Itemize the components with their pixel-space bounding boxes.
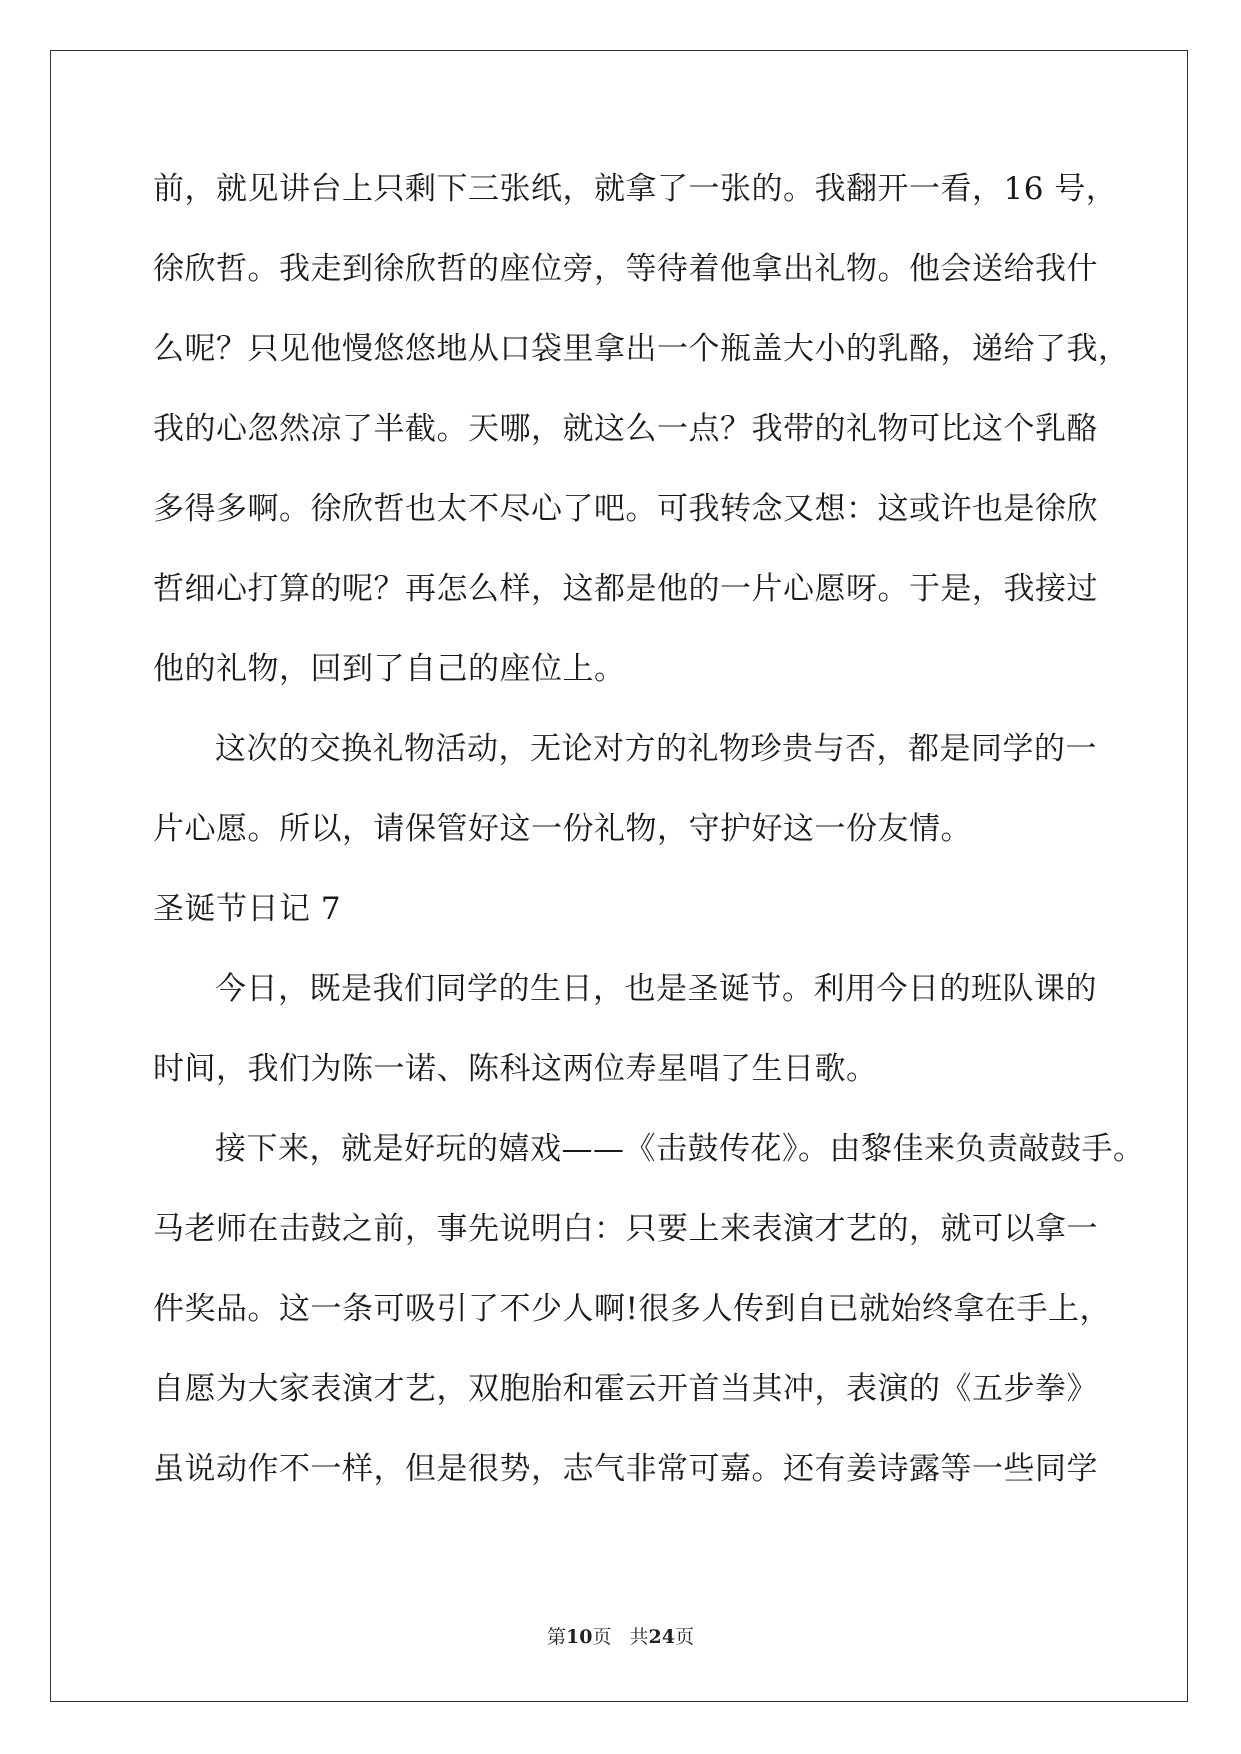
text-line: 时间，我们为陈一诺、陈科这两位寿星唱了生日歌。 xyxy=(153,1051,878,1087)
paragraph-first-line: 接下来，就是好玩的嬉戏——《击鼓传花》。由黎佳来负责敲鼓手。 xyxy=(215,1131,1145,1167)
paragraph-first-line: 这次的交换礼物活动，无论对方的礼物珍贵与否，都是同学的一 xyxy=(215,731,1097,767)
page-suffix: 页 xyxy=(592,1626,612,1648)
page-number: 10 xyxy=(566,1626,593,1648)
text-line: 片心愿。所以，请保管好这一份礼物，守护好这一份友情。 xyxy=(153,811,972,847)
text-line: 我的心忽然凉了半截。天哪，就这么一点？我带的礼物可比这个乳酪 xyxy=(153,411,1098,447)
total-prefix: 共 xyxy=(629,1626,649,1648)
section-heading: 圣诞节日记 7 xyxy=(153,891,342,927)
text-line: 多得多啊。徐欣哲也太不尽心了吧。可我转念又想：这或许也是徐欣 xyxy=(153,491,1098,527)
text-line: 马老师在击鼓之前，事先说明白：只要上来表演才艺的，就可以拿一 xyxy=(153,1211,1098,1247)
text-line: 哲细心打算的呢？再怎么样，这都是他的一片心愿呀。于是，我接过 xyxy=(153,571,1098,607)
text-line: 徐欣哲。我走到徐欣哲的座位旁，等待着他拿出礼物。他会送给我什 xyxy=(153,251,1098,287)
document-body xyxy=(153,165,1145,1525)
text-line: 件奖品。这一条可吸引了不少人啊!很多人传到自已就始终拿在手上， xyxy=(153,1291,1111,1327)
page-prefix: 第 xyxy=(547,1626,567,1648)
text-line: 么呢？只见他慢悠悠地从口袋里拿出一个瓶盖大小的乳酪，递给了我， xyxy=(153,331,1130,367)
text-line: 虽说动作不一样，但是很势，志气非常可嘉。还有姜诗露等一些同学 xyxy=(153,1451,1098,1487)
paragraph-first-line: 今日，既是我们同学的生日，也是圣诞节。利用今日的班队课的 xyxy=(215,971,1097,1007)
text-line: 自愿为大家表演才艺，双胞胎和霍云开首当其冲，表演的《五步拳》 xyxy=(153,1371,1098,1407)
text-line: 他的礼物，回到了自己的座位上。 xyxy=(153,651,626,687)
text-line: 前，就见讲台上只剩下三张纸，就拿了一张的。我翻开一看，16 号， xyxy=(153,171,1118,207)
total-suffix: 页 xyxy=(674,1626,694,1648)
total-pages: 24 xyxy=(648,1626,675,1648)
page-footer xyxy=(0,1622,1241,1649)
